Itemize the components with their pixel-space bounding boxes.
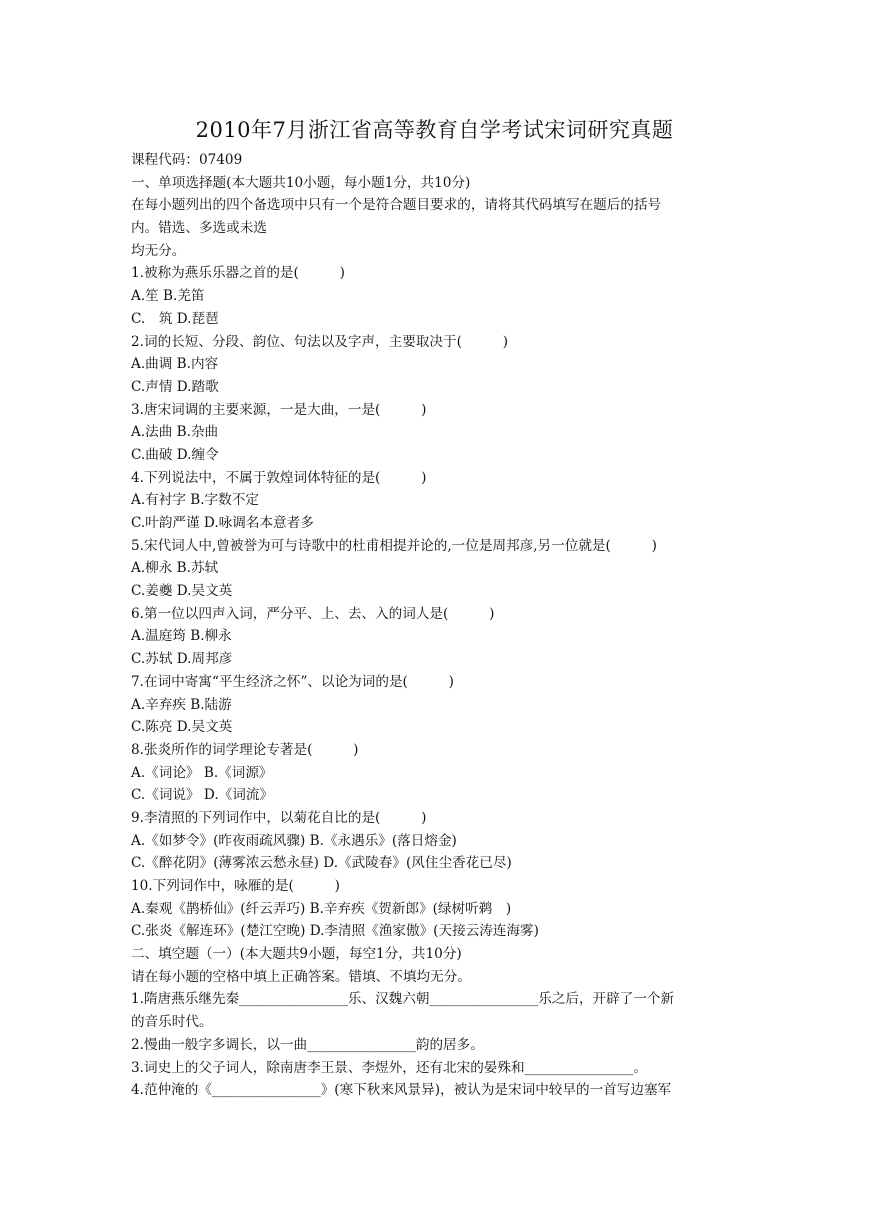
course-code: 课程代码：07409 <box>131 152 243 168</box>
question-line: 6.第一位以四声入词，严分平、上、去、入的词人是( ) <box>131 605 495 622</box>
option-line: A.《词论》 B.《词源》 <box>131 764 273 781</box>
fill-blank-line: 1.隋唐燕乐继先秦________________乐、汉魏六朝________________乐之后，开辟了一个新 <box>131 991 675 1008</box>
question-line: 10.下列词作中，咏雁的是( ) <box>131 878 340 894</box>
option-line: C.叶韵严谨 D.咏调名本意者多 <box>131 515 314 531</box>
option-line: C. 筑 D.琵琶 <box>131 310 219 327</box>
instruction-text: 内。错选、多选或未选 <box>131 220 267 237</box>
option-line: A.辛弃疾 B.陆游 <box>131 696 232 713</box>
option-line: A.有衬字 B.字数不定 <box>131 492 259 509</box>
question-line: 5.宋代词人中,曾被誉为可与诗歌中的杜甫相提并论的,一位是周邦彦,另一位就是( ) <box>131 537 657 554</box>
option-line: A.秦观《鹊桥仙》(纤云弄巧) B.辛弃疾《贺新郎》(绿树听鹈 ) <box>131 900 512 917</box>
document-body <box>131 149 741 1102</box>
instruction-text: 在每小题列出的四个备选项中只有一个是符合题目要求的，请将其代码填写在题后的括号 <box>131 197 662 214</box>
option-line: A.曲调 B.内容 <box>131 356 219 373</box>
option-line: C.《词说》 D.《词流》 <box>131 787 274 804</box>
instruction-text: 请在每小题的空格中填上正确答案。错填、不填均无分。 <box>131 968 471 985</box>
option-line: C.姜夔 D.吴文英 <box>131 583 233 600</box>
question-line: 4.下列说法中，不属于敦煌词体特征的是( ) <box>131 469 427 486</box>
section-heading: 一、单项选择题(本大题共10小题，每小题1分，共10分) <box>131 174 471 191</box>
option-line: A.法曲 B.杂曲 <box>131 424 219 441</box>
fill-blank-line: 的音乐时代。 <box>131 1014 213 1031</box>
option-line: A.柳永 B.苏轼 <box>131 560 219 577</box>
question-line: 8.张炎所作的词学理论专著是( ) <box>131 741 359 758</box>
fill-blank-line: 4.范仲淹的《________________》(寒下秋来风景异)，被认为是宋词中较早的一首写边塞军 <box>131 1082 672 1099</box>
option-line: C.苏轼 D.周邦彦 <box>131 651 233 668</box>
fill-blank-line: 3.词史上的父子词人，除南唐李王景、李煜外，还有北宋的晏殊和________________。 <box>131 1059 647 1076</box>
option-line: A.《如梦令》(昨夜雨疏风骤) B.《永遇乐》(落日熔金) <box>131 832 457 849</box>
fill-blank-line: 2.慢曲一般字多调长，以一曲________________韵的居多。 <box>131 1036 484 1053</box>
question-line: 1.被称为燕乐乐器之首的是( ) <box>131 265 345 282</box>
question-line: 9.李清照的下列词作中，以菊花自比的是( ) <box>131 809 427 826</box>
option-line: C.曲破 D.缠令 <box>131 446 219 463</box>
section-heading: 二、填空题（一）(本大题共9小题，每空1分，共10分) <box>131 946 462 963</box>
option-line: C.陈亮 D.吴文英 <box>131 719 233 736</box>
question-line: 2.词的长短、分段、韵位、句法以及字声，主要取决于( ) <box>131 333 509 350</box>
instruction-text: 均无分。 <box>131 242 186 259</box>
option-line: C.《醉花阴》(薄雾浓云愁永昼) D.《武陵春》(风住尘香花已尽) <box>131 855 512 872</box>
question-line: 7.在词中寄寓“平生经济之怀”、以论为词的是( ) <box>131 673 454 690</box>
page-title: 2010年7月浙江省高等教育自学考试宋词研究真题 <box>195 118 674 142</box>
option-line: A.笙 B.羌笛 <box>131 288 205 305</box>
option-line: C.声情 D.踏歌 <box>131 378 219 395</box>
option-line: C.张炎《解连环》(楚江空晚) D.李清照《渔家傲》(天接云涛连海雾) <box>131 923 539 940</box>
question-line: 3.唐宋词调的主要来源，一是大曲，一是( ) <box>131 401 427 418</box>
option-line: A.温庭筠 B.柳永 <box>131 628 232 645</box>
